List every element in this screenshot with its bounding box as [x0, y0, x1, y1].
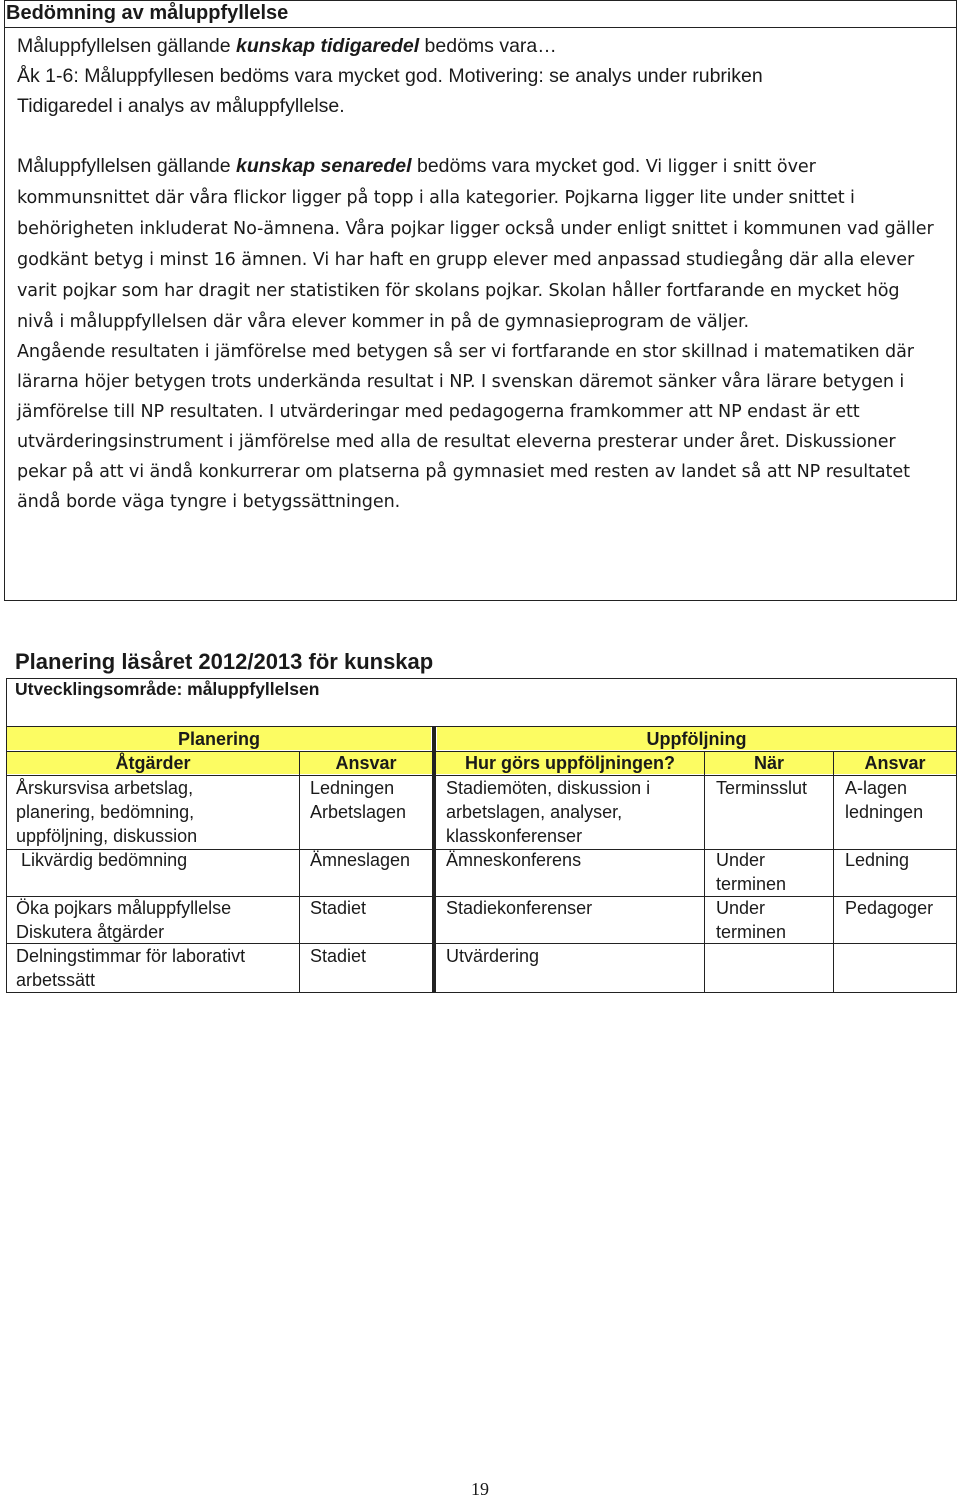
row2-atgarder: Likvärdig bedömning	[16, 850, 188, 870]
assessment-body	[5, 28, 956, 517]
assessment-line-1	[17, 31, 956, 61]
page-number: 19	[471, 1479, 489, 1499]
assessment-line-2: Åk 1-6: Måluppfyllesen bedöms vara mycket god. Motivering: se analys under rubriken	[17, 65, 763, 87]
col-divider	[833, 751, 834, 993]
row1-atgarder: Årskursvisa arbetslag, planering, bedömning, uppföljning, diskussion	[16, 778, 198, 846]
col-header-nar: När	[753, 753, 784, 773]
row1-hur: Stadiemöten, diskussion i arbetslagen, analyser, klasskonferenser	[446, 778, 651, 846]
para1-emphasis: kunskap senaredel	[235, 155, 412, 177]
group-header-uppfoljning: Uppföljning	[646, 729, 747, 749]
col-header-ansvar-followup: Ansvar	[864, 753, 926, 773]
col-divider	[704, 751, 705, 993]
table-border-right	[956, 678, 957, 993]
assessment-paragraph-1	[17, 151, 937, 337]
line1-emphasis: kunskap tidigaredel	[235, 35, 420, 57]
row3-ansvar: Stadiet	[310, 898, 367, 918]
assessment-header: Bedömning av måluppfyllelse	[5, 1, 956, 28]
row4-ansvar: Stadiet	[310, 946, 367, 966]
planning-title: Planering läsåret 2012/2013 för kunskap	[15, 649, 434, 674]
assessment-paragraph-2: Angående resultaten i jämförelse med betygen så ser vi fortfarande en stor skillnad i matematiken där lärarna höjer betygen trots underkända resultat i NP. I svenskan däremot sänker våra lärare betygen i jämförelse till NP resultaten. I utvärderingar med pedagogerna framkommer att NP endast är ett utvärderingsinstrument i jämförelse med alla de resultat eleverna presterar under året. Diskussioner pekar på att vi ändå konkurrerar om platserna på gymnasiet med resten av landet så att NP resultatet ändå borde väga tyngre i betygssättningen.	[17, 342, 914, 512]
col-header-atgarder: Åtgärder	[115, 753, 191, 773]
assessment-box	[4, 0, 957, 601]
table-border-top	[6, 678, 957, 679]
col-header-ansvar: Ansvar	[335, 753, 397, 773]
row2-nar: Under terminen	[716, 850, 787, 894]
table-border-bottom	[6, 992, 957, 993]
row2-ansvar-followup: Ledning	[845, 850, 910, 870]
spacer	[17, 121, 956, 151]
row4-hur: Utvärdering	[446, 946, 540, 966]
row1-nar: Terminsslut	[716, 778, 808, 798]
row4-atgarder: Delningstimmar för laborativt arbetssätt	[16, 946, 246, 990]
para1-rest: Vi ligger i snitt över kommunsnittet där våra flickor ligger på topp i alla kategorier. Pojkarna ligger lite under snittet i behörigheten inkluderat No-ämnena. Våra pojkar ligger också under enligt snittet i kommunen vad gäller godkänt betyg i minst 16 ämnen. Vi har haft en grupp elever med anpassad studiegång där alla elever varit pojkar som har dragit ner statistiken för skolans pojkar. Skolan håller fortfarande en mycket hög nivå i måluppfyllelsen där våra elever kommer in på de gymnasieprogram de väljer.	[17, 157, 934, 332]
col-header-hur: Hur görs uppföljningen?	[465, 753, 675, 773]
table-border-left	[6, 678, 7, 993]
para1-pre: Måluppfyllelsen gällande	[17, 155, 236, 177]
row3-nar: Under terminen	[716, 898, 787, 942]
row2-hur: Ämneskonferens	[446, 850, 582, 870]
line1-pre: Måluppfyllelsen gällande	[17, 35, 236, 57]
line1-post: bedöms vara…	[419, 35, 557, 57]
row3-hur: Stadiekonferenser	[446, 898, 593, 918]
row1-ansvar-followup: A-lagen ledningen	[845, 778, 924, 822]
row3-atgarder: Öka pojkars måluppfyllelse Diskutera åtgärder	[16, 898, 232, 942]
col-divider	[299, 751, 300, 993]
row2-ansvar: Ämneslagen	[310, 850, 411, 870]
assessment-line-3: Tidigaredel i analys av måluppfyllelse.	[17, 95, 345, 117]
row1-ansvar: Ledningen Arbetslagen	[310, 778, 407, 822]
planning-subtitle: Utvecklingsområde: måluppfyllelsen	[15, 679, 320, 699]
group-header-planering: Planering	[177, 729, 261, 749]
para1-mid: bedöms vara mycket god.	[411, 155, 641, 177]
row3-ansvar-followup: Pedagoger	[845, 898, 934, 918]
